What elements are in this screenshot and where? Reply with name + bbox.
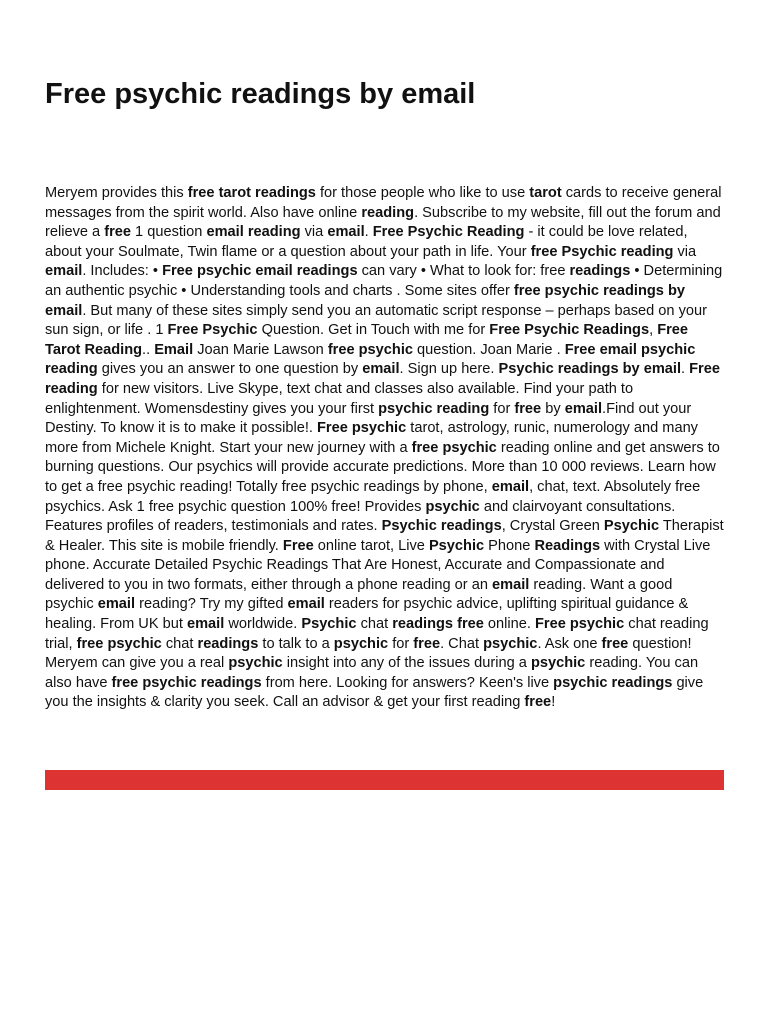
text-run: online tarot, Live (313, 537, 429, 554)
bold-text-run: free (524, 694, 552, 711)
bold-text-run: Psychic readings by email (498, 361, 682, 378)
text-run: . Subscribe to my website, fill out the forum and relieve a (45, 204, 721, 241)
text-run: cards to receive general messages from the spirit world. Also have online (45, 185, 722, 221)
bold-text-run: free Psychic reading (530, 243, 674, 260)
bold-text-run: psychic (228, 655, 283, 672)
bold-text-run: email (362, 361, 400, 378)
bold-text-run: email (97, 596, 136, 613)
text-run: for (489, 400, 515, 417)
text-run: question. Joan Marie . (413, 341, 565, 358)
bold-text-run: psychic (333, 635, 389, 652)
text-run: and clairvoyant consultations. Features profiles of readers, testimonials and rates. (45, 498, 676, 535)
text-run: Meryem provides this (45, 185, 188, 201)
text-run: . (364, 224, 373, 241)
bold-text-run: Readings (534, 537, 601, 554)
text-run: . Sign up here. (399, 361, 499, 378)
bold-text-run: email (327, 224, 365, 241)
bold-text-run: Free psychic (535, 616, 625, 633)
text-run: via (673, 243, 697, 260)
text-run: reading. Want a good psychic (45, 576, 673, 613)
bold-text-run: free tarot readings (187, 185, 316, 201)
text-run: gives you an answer to one question by (97, 361, 363, 378)
text-run: , Crystal Green (501, 518, 604, 535)
bold-text-run: free (601, 635, 629, 652)
text-run: .Find out your Destiny. To know it is to make it possible!. (45, 400, 692, 437)
bold-text-run: email reading (206, 224, 301, 241)
text-run: . Chat (440, 635, 484, 652)
bold-text-run: Psychic readings (381, 518, 502, 535)
text-run: reading. You can also have (45, 655, 699, 691)
bold-text-run: free psychic (327, 341, 413, 358)
bold-text-run: free psychic readings (111, 674, 262, 691)
text-run: for those people who like to use (315, 185, 530, 201)
bold-text-run: Free Psychic (167, 322, 258, 339)
text-run: Therapist & Healer. This site is mobile friendly. (45, 518, 724, 554)
bold-text-run: free (514, 400, 542, 417)
bold-text-run: reading (361, 204, 415, 221)
text-run: ! (551, 694, 556, 711)
text-run: . But many of these sites simply send you an automatic script response – perhaps based on your sun sign, or life . 1 (45, 302, 707, 339)
bold-text-run: Email (154, 341, 194, 358)
bold-text-run: Free Psychic Readings (489, 322, 650, 339)
text-run: worldwide. (224, 616, 302, 633)
text-run: reading? Try my gifted (135, 596, 288, 613)
bold-text-run: Free psychic email readings (162, 263, 358, 280)
text-run: • Determining an authentic psychic • Understanding tools and charts . Some sites offer (45, 263, 723, 299)
text-run: 1 question (131, 224, 207, 241)
body-paragraph (45, 184, 725, 713)
bold-text-run: readings free (392, 616, 484, 633)
text-run: Question. Get in Touch with me for (257, 322, 490, 339)
bold-text-run: Free psychic (317, 420, 407, 437)
text-run: chat (161, 635, 198, 652)
bold-text-run: Free Psychic Reading (372, 224, 525, 241)
bold-text-run: free psychic readings by email (45, 282, 686, 319)
bold-text-run: email (491, 478, 530, 495)
bold-text-run: free psychic (76, 635, 162, 652)
text-run: - it could be love related, about your Soulmate, Twin flame or a question about your path in life. Your (45, 224, 688, 260)
bold-text-run: readings (569, 263, 631, 280)
text-run: via (300, 224, 328, 241)
text-run: tarot, astrology, runic, numerology and many more from Michele Knight. Start your new journey with a (45, 420, 698, 456)
text-run: for (388, 635, 414, 652)
bold-text-run: email (564, 400, 603, 417)
text-run: insight into any of the issues during a (282, 655, 531, 672)
text-run: online. (483, 616, 535, 633)
text-run: .. (142, 341, 155, 358)
bold-text-run: Free Tarot Reading (45, 322, 689, 358)
text-run: . Ask one (537, 635, 602, 652)
bold-text-run: free (413, 635, 441, 652)
bold-text-run: psychic readings (553, 674, 673, 691)
bold-text-run: email (492, 576, 530, 593)
text-run: can vary • What to look for: free (357, 263, 570, 280)
bold-text-run: Psychic (428, 537, 485, 554)
bold-text-run: email (45, 263, 83, 280)
bold-text-run: free (104, 224, 131, 241)
bold-text-run: psychic (425, 498, 480, 515)
bold-text-run: email (186, 616, 225, 633)
text-run: reading online and get answers to burning questions. Our psychics will provide accurate predictions. More than 10 000 reviews. Learn how to get a free psychic reading! Totally free psychic readings by phone, (45, 439, 720, 495)
bold-text-run: Free (282, 537, 314, 554)
red-divider-bar (45, 770, 724, 790)
text-run: by (541, 400, 565, 417)
text-run: with Crystal Live phone. Accurate Detailed Psychic Readings That Are Honest, Accurate and Compassionate and delivered to you in two formats, either through a phone reading or an (45, 537, 711, 593)
bold-text-run: readings (197, 635, 259, 652)
text-run: to talk to a (258, 635, 334, 652)
text-run: , chat, text. Absolutely free psychics. Ask 1 free psychic question 100% free! Provides (45, 478, 701, 515)
text-run: , (649, 322, 658, 339)
text-run: from here. Looking for answers? Keen's live (261, 674, 554, 691)
text-run: readers for psychic advice, uplifting spiritual guidance & healing. From UK but (45, 596, 689, 633)
text-run: question! Meryem can give you a real (45, 635, 692, 672)
text-run: Phone (484, 537, 535, 554)
text-run: . (681, 361, 690, 378)
bold-text-run: tarot (529, 185, 562, 201)
text-run: for new visitors. Live Skype, text chat and classes also available. Find your path to enlightenment. Womensdestiny gives you your first (45, 380, 634, 417)
bold-text-run: Psychic (603, 518, 660, 535)
document-title: Free psychic readings by email (45, 78, 476, 110)
text-run: . Includes: • (82, 263, 163, 280)
bold-text-run: free psychic (411, 439, 497, 456)
text-run: chat (356, 616, 393, 633)
bold-text-run: psychic (483, 635, 538, 652)
bold-text-run: psychic (530, 655, 586, 672)
bold-text-run: Free reading (45, 361, 720, 397)
text-run: Joan Marie Lawson (193, 341, 328, 358)
text-run: chat reading trial, (45, 616, 709, 652)
bold-text-run: Psychic (301, 616, 357, 633)
bold-text-run: email (287, 596, 325, 613)
bold-text-run: Free email psychic reading (45, 341, 696, 378)
bold-text-run: psychic reading (378, 400, 490, 417)
text-run: give you the insights & clarity you seek. Call an advisor & get your first reading (45, 674, 704, 711)
